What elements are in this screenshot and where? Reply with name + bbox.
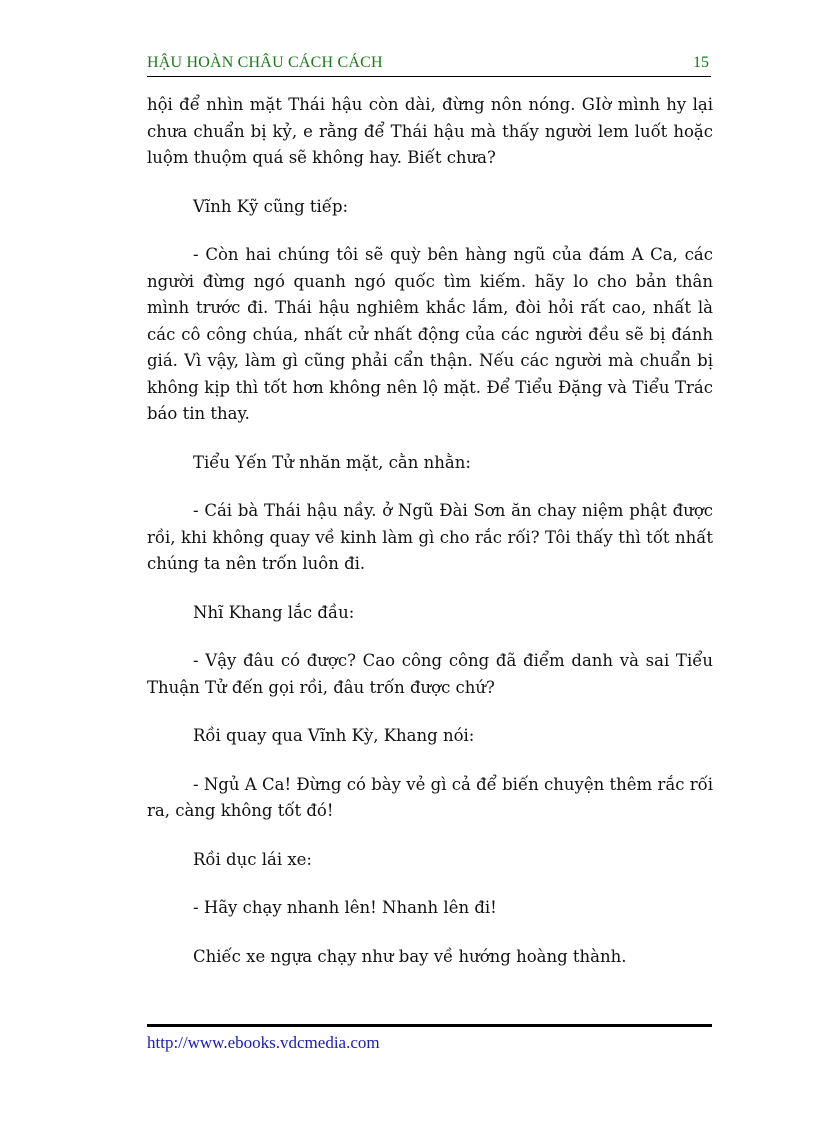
paragraph: Vĩnh Kỹ cũng tiếp: [193, 196, 349, 216]
paragraph: hội để nhìn mặt Thái hậu còn dài, đừng nôn nóng. GIờ mình hy lại chưa chuẩn bị kỷ, e rằng để Thái hậu mà thấy người lem luốt hoặc luộm thuộm quá sẽ không hay. Biết chưa? [147, 95, 713, 167]
running-header [147, 52, 711, 77]
paragraph: Rồi dục lái xe: [193, 849, 312, 869]
paragraph: - Vậy đâu có được? Cao công công đã điểm danh và sai Tiểu Thuận Tử đến gọi rồi, đâu trốn được chứ? [147, 651, 713, 697]
paragraph: Rồi quay qua Vĩnh Kỳ, Khang nói: [193, 726, 475, 745]
paragraph: - Hãy chạy nhanh lên! Nhanh lên đi! [193, 898, 497, 917]
paragraph: - Cái bà Thái hậu nầy. ở Ngũ Đài Sơn ăn chay niệm phật được rồi, khi không quay về kinh làm gì cho rắc rối? Tôi thấy thì tốt nhất chúng ta nên trốn luôn đi. [147, 501, 713, 573]
body-text [147, 92, 713, 992]
footer-divider [147, 1024, 712, 1027]
page-number: 15 [693, 54, 709, 71]
paragraph: Nhĩ Khang lắc đầu: [193, 602, 355, 622]
paragraph: Tiểu Yến Tử nhăn mặt, cằn nhằn: [193, 452, 471, 472]
paragraph: - Ngủ A Ca! Đừng có bày vẻ gì cả để biến chuyện thêm rắc rối ra, càng không tốt đó! [147, 774, 713, 820]
footer-website-link[interactable]: http://www.ebooks.vdcmedia.com [147, 1033, 380, 1052]
paragraph: Chiếc xe ngựa chạy như bay về hướng hoàng thành. [193, 946, 627, 966]
book-title: HẬU HOÀN CHÂU CÁCH CÁCH [147, 54, 383, 71]
paragraph: - Còn hai chúng tôi sẽ quỳ bên hàng ngũ của đám A Ca, các người đừng ngó quanh ngó quốc tìm kiếm. hãy lo cho bản thân mình trước đi. Thái hậu nghiêm khắc lắm, đòi hỏi rất cao, nhất là các cô công chúa, nhất cử nhất động của các người đều sẽ bị đánh giá. Vì vậy, làm gì cũng phải cẩn thận. Nếu các người mà chuẩn bị không kịp thì tốt hơn không nên lộ mặt. Để Tiểu Đặng và Tiểu Trác báo tin thay. [147, 245, 713, 423]
